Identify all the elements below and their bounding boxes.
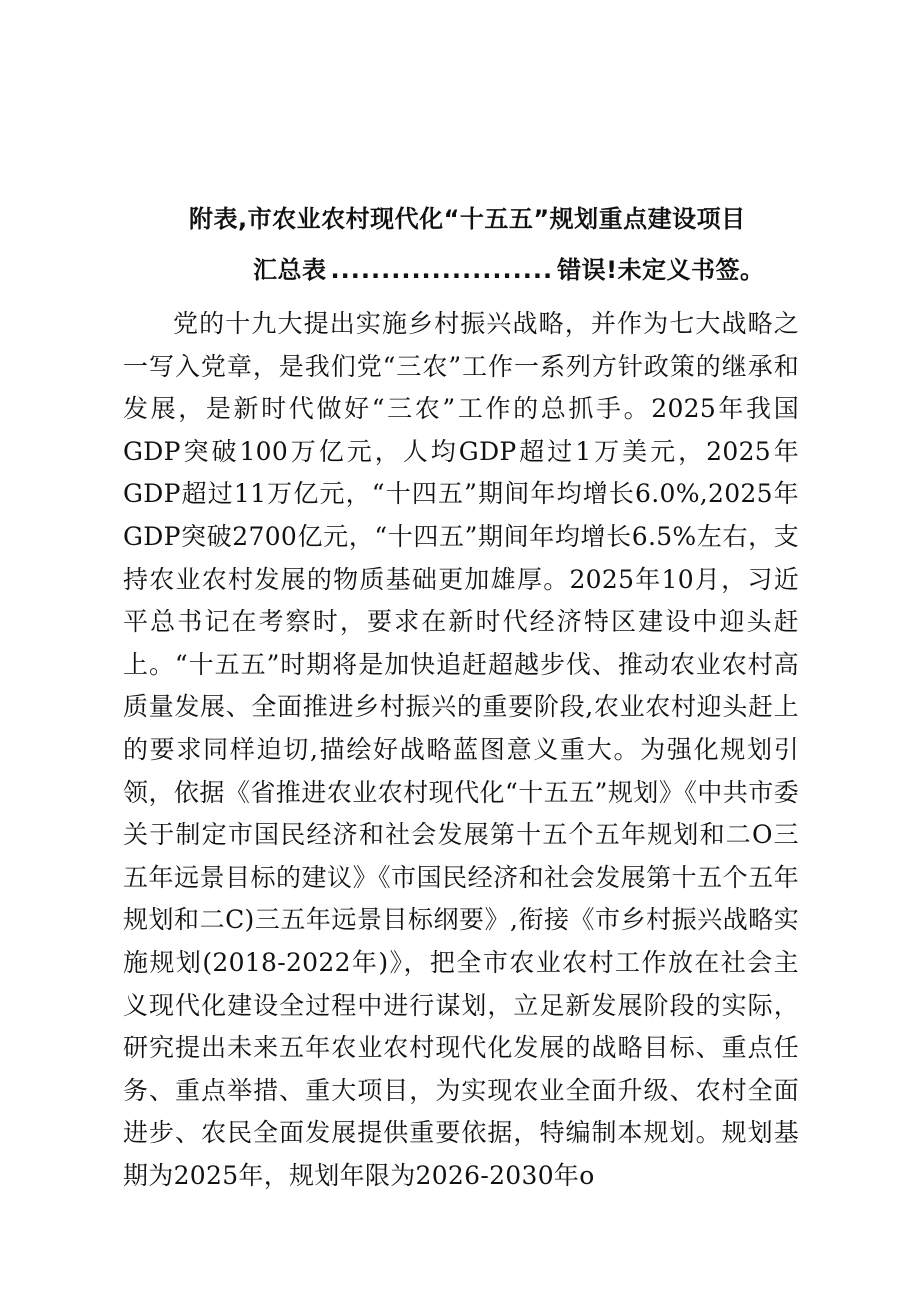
toc-entry-title-continuation: 汇总表 [253,256,327,284]
toc-page-reference-error: 错误!未定义书签。 [557,256,765,284]
toc-entry-title-line1[interactable]: 附表,市农业农村现代化“十五五”规划重点建设项目 [189,205,746,233]
toc-entry-title-line2[interactable] [253,254,765,286]
body-paragraph: 党的十九大提出实施乡村振兴战略，并作为七大战略之一写入党章，是我们党“三农”工作一系列方针政策的继承和发展，是新时代做好“三农”工作的总抓手。2025年我国GDP突破100万亿元，人均GDP超过1万美元，2025年GDP超过11万亿元，“十四五”期间年均增长6.0%,2025年GDP突破2700亿元，“十四五”期间年均增长6.5%左右，支持农业农村发展的物质基础更加雄厚。2025年10月，习近平总书记在考察时，要求在新时代经济特区建设中迎头赶上。“十五五”时期将是加快追赶超越步伐、推动农业农村高质量发展、全面推进乡村振兴的重要阶段,农业农村迎头赶上的要求同样迫切,描绘好战略蓝图意义重大。为强化规划引领，依据《省推进农业农村现代化“十五五”规划》《中共市委关于制定市国民经济和社会发展第十五个五年规划和二O三五年远景目标的建议》《市国民经济和社会发展第十五个五年规划和二C)三五年远景目标纲要》,衔接《市乡村振兴战略实施规划(2018-2022年)》，把全市农业农村工作放在社会主义现代化建设全过程中进行谋划，立足新发展阶段的实际，研究提出未来五年农业农村现代化发展的战略目标、重点任务、重点举措、重大项目，为实现农业全面升级、农村全面进步、农民全面发展提供重要依据，特编制本规划。规划基期为2025年，规划年限为2026-2030年o [123,309,799,1190]
toc-dot-leader: ...................... [330,256,554,284]
